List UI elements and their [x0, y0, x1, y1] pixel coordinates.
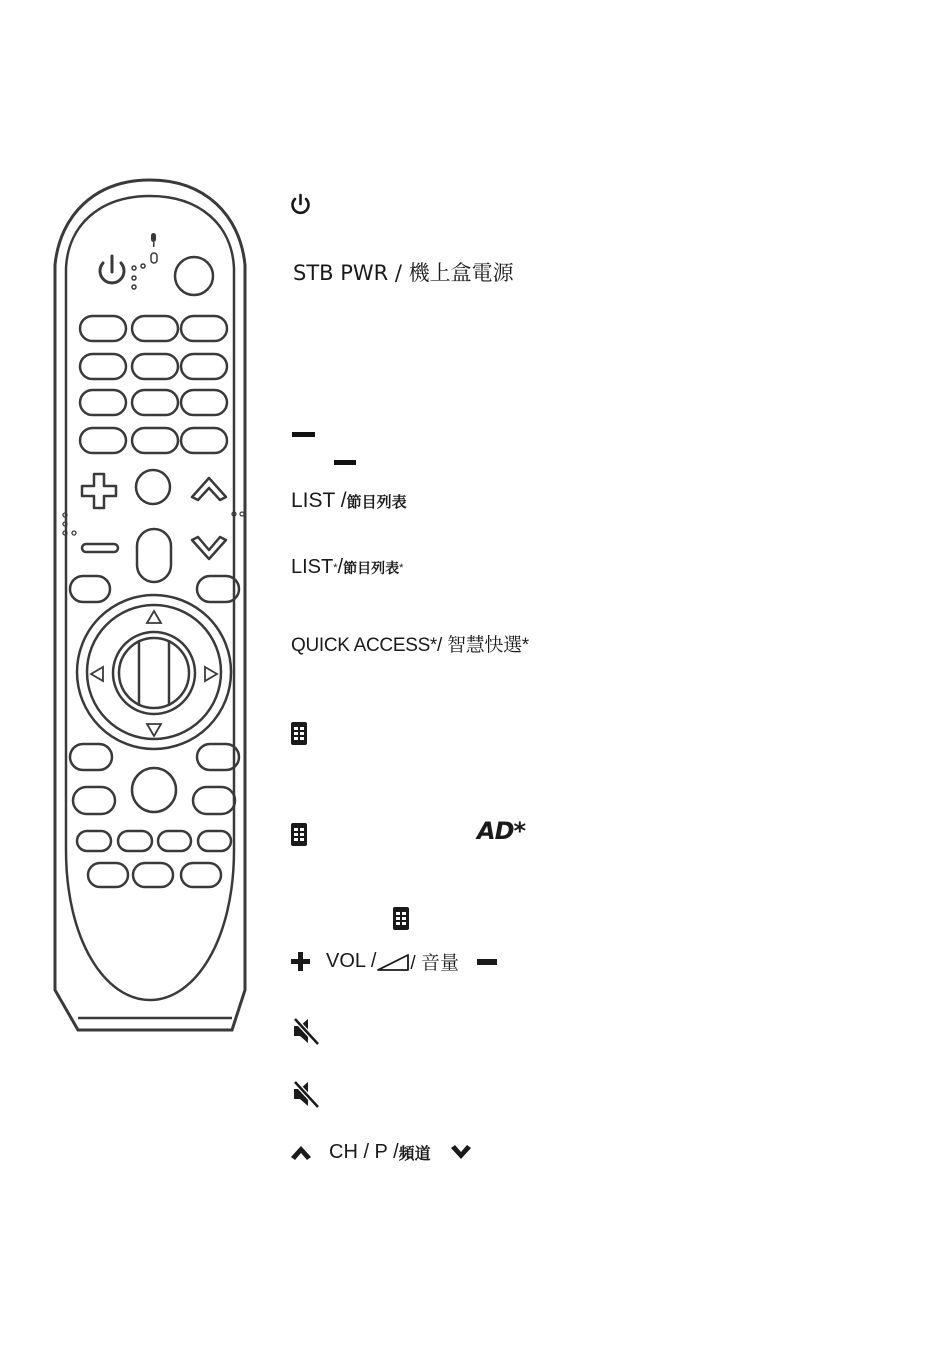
- stb-power-label: [293, 257, 514, 287]
- remote-pad-button-3-0: [80, 428, 126, 453]
- remote-pad-button-2-2: [181, 390, 227, 415]
- list-star-main: LIST: [291, 556, 334, 578]
- remote-pad-button-3-1: [132, 428, 178, 453]
- remote-center-button: [132, 768, 176, 812]
- channel-row: [291, 1141, 471, 1164]
- remote-pad-button-1-0: [80, 354, 126, 379]
- audio-description-text: AD*: [477, 817, 526, 845]
- list-star-label: [291, 556, 403, 579]
- list-star-sep: /: [337, 556, 344, 578]
- remote-control-illustration: [0, 0, 300, 1060]
- remote-lower-button-2: [158, 831, 191, 851]
- volume-label-cjk: / 音量: [410, 953, 459, 974]
- remote-lower-button-6: [181, 863, 221, 887]
- remote-pad-button-0-2: [181, 316, 227, 341]
- remote-wheel-outer: [113, 632, 195, 714]
- remote-lower-button-0: [77, 831, 111, 851]
- list-label: [291, 489, 407, 513]
- mute-icon: [291, 1016, 321, 1046]
- remote-nav-ring-outer: [77, 595, 231, 749]
- list-star-asterisk: *: [333, 561, 338, 574]
- quick-access-text: QUICK ACCESS*/ 智慧快選*: [291, 635, 529, 656]
- chevron-down-icon: [451, 1145, 471, 1160]
- volume-triangle-icon: [376, 952, 410, 972]
- remote-lower-button-3: [198, 831, 231, 851]
- list-label-cjk: 節目列表: [346, 493, 407, 511]
- remote-lower-button-5: [133, 863, 173, 887]
- remote-nav-left: [91, 667, 103, 681]
- remote-vol-minus: [82, 544, 118, 552]
- remote-mute-button: [137, 529, 171, 582]
- menu-icon-2: [291, 823, 307, 846]
- remote-settings-button: [175, 257, 213, 295]
- power-icon: [288, 192, 313, 217]
- remote-nav-up: [147, 611, 161, 623]
- remote-pad-button-0-1: [132, 316, 178, 341]
- remote-home-button: [136, 470, 170, 504]
- remote-lower-button-1: [118, 831, 152, 851]
- stb-power-text: STB PWR / 機上盒電源: [293, 261, 514, 285]
- list-star-cjk: 節目列表: [343, 559, 400, 576]
- minus-icon: [477, 959, 497, 965]
- menu-icon-3: [393, 907, 409, 930]
- channel-label-cjk: 頻道: [398, 1146, 431, 1163]
- plus-icon: [291, 952, 310, 971]
- list-label-main: LIST /: [291, 489, 347, 512]
- remote-pad-button-1-1: [132, 354, 178, 379]
- remote-nav-down: [147, 724, 161, 736]
- remote-vol-plus: [82, 474, 116, 508]
- minus-dash-2: [334, 460, 356, 465]
- remote-ch-up: [192, 478, 226, 500]
- remote-ch-down: [192, 537, 226, 559]
- audio-description-label: [477, 817, 525, 845]
- remote-pad-button-3-2: [181, 428, 227, 453]
- remote-nav-right: [205, 667, 217, 681]
- volume-label-main: VOL /: [326, 950, 377, 972]
- remote-pad-button-2-0: [80, 390, 126, 415]
- minus-dash-1: [292, 432, 315, 437]
- mute-icon-2: [291, 1079, 321, 1109]
- remote-pad-button-1-2: [181, 354, 227, 379]
- remote-pad-button-2-1: [132, 390, 178, 415]
- menu-icon: [291, 722, 307, 745]
- remote-nav-ring-inner: [87, 605, 221, 739]
- list-star-asterisk-2: *: [399, 561, 404, 574]
- remote-pad-button-0-0: [80, 316, 126, 341]
- remote-lower-button-4: [88, 863, 128, 887]
- remote-microphone-icon: [151, 233, 156, 247]
- channel-label-main: CH / P /: [329, 1141, 399, 1163]
- chevron-up-icon: [291, 1145, 311, 1160]
- remote-wheel-inner: [119, 638, 189, 708]
- quick-access-label: [291, 630, 529, 657]
- volume-row: [291, 948, 497, 975]
- remote-power-button: [100, 256, 124, 283]
